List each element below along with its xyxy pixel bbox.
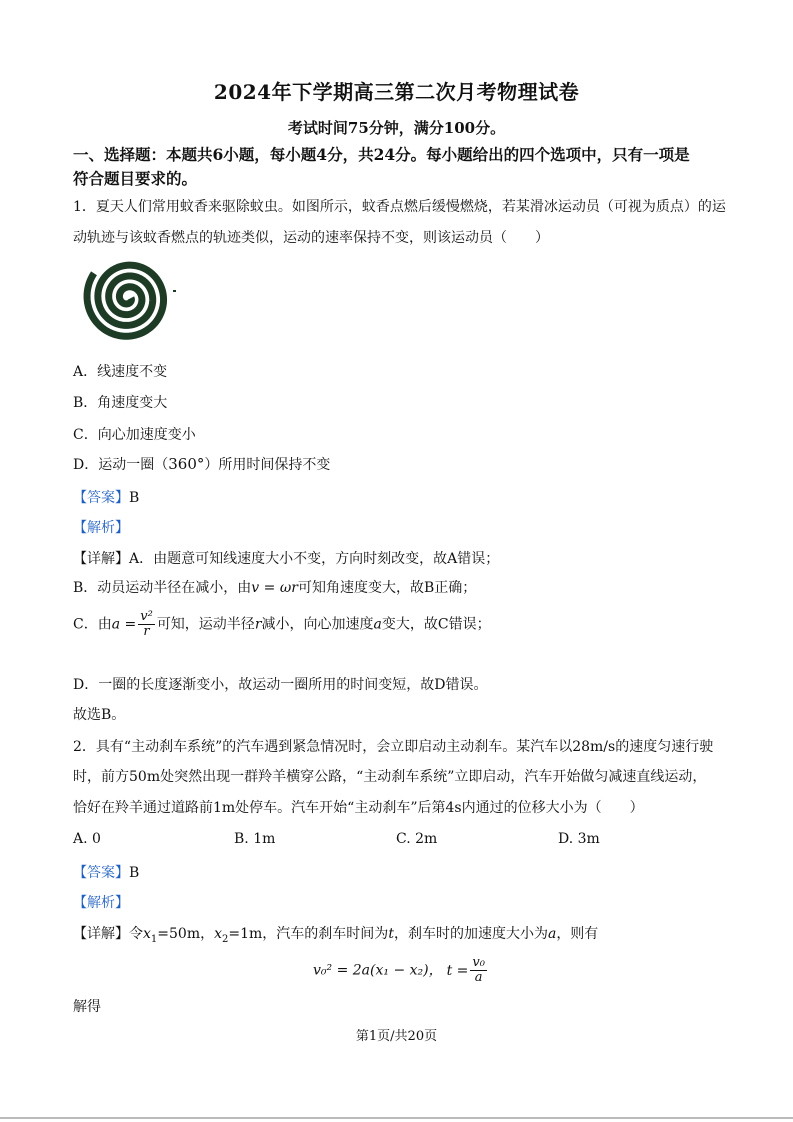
- x2-symbol: x: [214, 926, 223, 942]
- detail-b-prefix: B．动员运动半径在减小，由: [73, 580, 252, 596]
- detail-tag: 【详解】: [73, 926, 129, 942]
- q1-stem-line2: 动轨迹与该蚊香燃点的轨迹类似，运动的速率保持不变，则该运动员（ ）: [73, 230, 549, 246]
- q1-option-a: A．线速度不变: [73, 364, 168, 380]
- detail-c-fraction: [138, 610, 155, 639]
- detail-post: ，则有: [556, 926, 599, 942]
- q1-detail-a: [73, 548, 499, 568]
- a-symbol: a: [547, 926, 557, 942]
- detail-c-a: a: [373, 616, 382, 633]
- q1-option-c: C．向心加速度变小: [73, 427, 196, 443]
- detail-c-mid2: 减小，向心加速度: [261, 616, 374, 633]
- mosquito-coil-spiral-figure: [72, 253, 184, 343]
- q1-option-b: B．角速度变大: [73, 395, 168, 411]
- q1-detail-d: D．一圈的长度逐渐变小，故运动一圈所用的时间变短，故D错误。: [73, 677, 488, 693]
- q1-option-d-suffix: ）所用时间保持不变: [204, 457, 331, 473]
- q2-stem-line2: 时，前方50m处突然出现一群羚羊横穿公路，“主动刹车系统”立即启动，汽车开始做匀减速直线运动，: [73, 769, 707, 785]
- detail-b-suffix: 可知角速度变大，故B正确；: [297, 580, 477, 596]
- q1-stem-line1: 1．夏天人们常用蚊香来驱除蚊虫。如图所示，蚊香点燃后缓慢燃烧，若某滑冰运动员（可视为质点）的运: [73, 199, 726, 215]
- answer-tag: 【答案】: [73, 490, 129, 506]
- equation-2-lhs: t =: [446, 962, 469, 979]
- q2-option-c: C. 2m: [396, 831, 438, 847]
- equation-2-fraction: [470, 956, 487, 985]
- detail-b-formula: v = ωr: [251, 580, 298, 596]
- q2-equation: [313, 956, 489, 985]
- x2-value: =1m，汽车的刹车时间为: [228, 926, 389, 942]
- q1-option-d-angle: 360°: [168, 455, 205, 473]
- detail-c-r: r: [254, 616, 262, 633]
- page-divider: [0, 1117, 793, 1119]
- q2-solve-label: 解得: [73, 999, 101, 1015]
- x2-subscript: 2: [222, 933, 229, 945]
- q1-conclusion: 故选B。: [73, 707, 126, 723]
- q1-analysis-tag: 【解析】: [73, 520, 129, 536]
- q2-option-d: D. 3m: [558, 831, 600, 847]
- detail-c-prefix: C．由: [73, 616, 112, 633]
- section-heading-line1: 一、选择题：本题共6小题，每小题4分，共24分。每小题给出的四个选项中，只有一项是: [73, 145, 690, 164]
- page-title: 2024年下学期高三第二次月考物理试卷: [213, 80, 580, 104]
- section-heading-line2: 符合题目要求的。: [73, 169, 198, 188]
- q2-detail: [73, 923, 598, 945]
- detail-c-lhs: a =: [111, 616, 137, 633]
- q2-analysis-tag: 【解析】: [73, 895, 129, 911]
- q2-stem-line1: 2．具有“主动刹车系统”的汽车遇到紧急情况时，会立即启动主动刹车。某汽车以28m/s的速度匀速行驶: [73, 739, 714, 755]
- q1-option-d-prefix: D．运动一圈（: [73, 457, 169, 473]
- exam-info: 考试时间75分钟，满分100分。: [287, 119, 506, 137]
- answer-tag: 【答案】: [73, 865, 129, 881]
- fraction-denominator: r: [143, 624, 150, 639]
- fraction-numerator: v²: [140, 609, 153, 624]
- x1-value: =50m，: [157, 926, 215, 942]
- q1-option-d: [73, 454, 330, 474]
- q1-detail-c: [73, 610, 491, 639]
- q2-option-a: A. 0: [73, 831, 101, 847]
- x1-symbol: x: [143, 926, 151, 942]
- answer-value: B: [129, 865, 140, 881]
- fraction-numerator: v₀: [472, 955, 485, 970]
- q2-stem-line3: 恰好在羚羊通过道路前1m处停车。汽车开始“主动刹车”后第4s内通过的位移大小为（ ）: [73, 800, 644, 816]
- detail-prefix: 令: [129, 926, 143, 942]
- t-symbol: t: [388, 926, 394, 942]
- page-footer: 第1页/共20页: [355, 1029, 438, 1044]
- detail-c-suffix: 变大，故C错误；: [381, 616, 491, 633]
- q2-answer: [73, 862, 139, 882]
- equation-1: v₀² = 2a(x₁ − x₂)，: [313, 962, 443, 979]
- detail-c-mid1: 可知，运动半径: [156, 616, 255, 633]
- q1-detail-b: [73, 577, 476, 597]
- answer-value: B: [129, 490, 140, 506]
- detail-tag: 【详解】: [73, 551, 129, 567]
- q1-answer: [73, 487, 139, 507]
- x1-subscript: 1: [150, 933, 158, 945]
- detail-mid: ，刹车时的加速度大小为: [393, 926, 548, 942]
- q2-option-b: B. 1m: [234, 831, 276, 847]
- detail-a-text: A．由题意可知线速度大小不变，方向时刻改变，故A错误；: [129, 551, 500, 567]
- fraction-denominator: a: [474, 970, 483, 985]
